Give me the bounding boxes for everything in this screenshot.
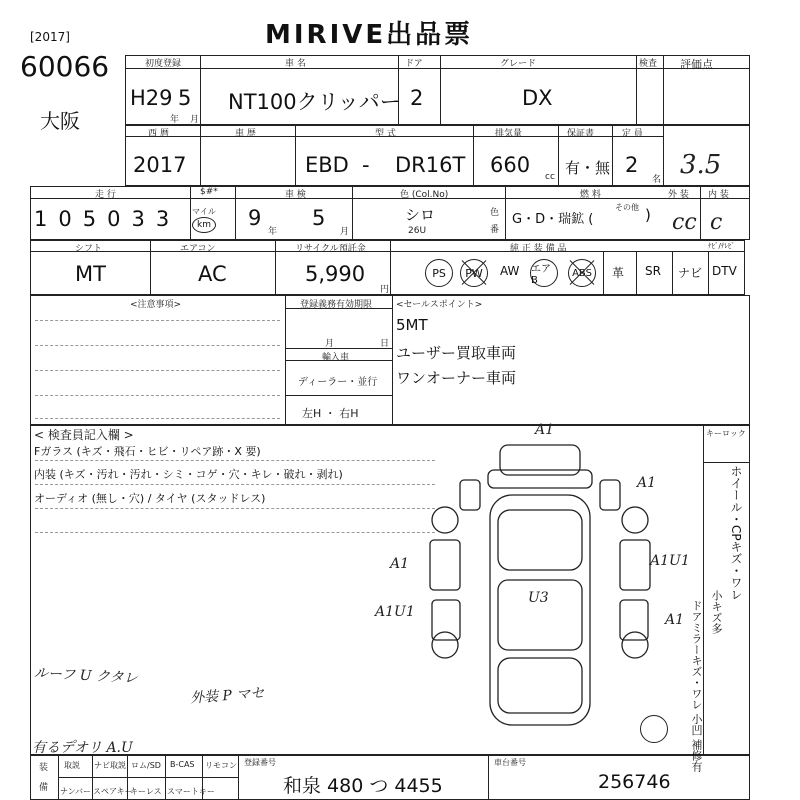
damage-a1u1-right: A1U1 (650, 553, 690, 569)
car-name-label: 車 名 (285, 59, 306, 69)
color-no: 26U (408, 226, 427, 236)
fuel-label: 燃 料 (580, 190, 601, 200)
dealer-value: ディーラー・並行 (298, 377, 378, 388)
color-value: シロ (405, 206, 436, 224)
displacement-value: 660 (490, 153, 531, 177)
chassis-label: 車 歴 (235, 129, 256, 139)
bottom-rom-sd: ロム/SD (131, 761, 161, 770)
door-value: 2 (410, 86, 424, 110)
warranty-value: 有・無 (565, 159, 611, 177)
shift-label: シフト (75, 244, 103, 254)
lot-number: 60066 (20, 50, 110, 83)
damage-a1-top: A1 (535, 422, 555, 438)
color-label: 色 (Col.No) (400, 190, 449, 200)
bottom-spare-key: スペアキー (93, 787, 133, 796)
equipment-aw: AW (500, 264, 520, 278)
reg-no-label: 登録番号 (244, 758, 276, 767)
grade-value: DX (522, 86, 553, 110)
nen-label: 年 (170, 115, 180, 125)
ban-label: 番 (490, 225, 500, 235)
inspector-label: < 検査員記入欄 > (34, 428, 134, 442)
roof-note: ルーフ U クタレ (33, 665, 139, 687)
damage-a1u1-left: A1U1 (375, 604, 415, 620)
equip-label: ABS (572, 267, 592, 279)
capacity-label: 定 員 (622, 129, 643, 139)
sales-point-1: 5MT (396, 316, 428, 334)
warranty-label: 保証書 (567, 129, 595, 139)
equipment-abs (568, 259, 596, 287)
handle-value: 左H ・ 右H (302, 407, 359, 420)
equipment-airbag (530, 259, 558, 287)
equip-label: エアB (531, 264, 551, 286)
first-reg-label: 初度登録 (145, 59, 182, 69)
model-b: DR16T (395, 153, 466, 177)
bottom-number: ナンバー (60, 787, 92, 796)
equipment-ps (425, 259, 453, 287)
interior-mark: c (710, 210, 723, 235)
rear-right-tire (622, 632, 648, 658)
model-dash: - (362, 153, 370, 177)
vertical-note-2: 小キズ多 (710, 590, 723, 634)
other-fuel-label: その他 (615, 203, 639, 212)
inspector-line-2: 内装 (キズ・汚れ・汚れ・シミ・コゲ・穴・キレ・破れ・剥れ) (34, 468, 343, 481)
nen-label: 年 (268, 227, 278, 237)
month-label: 月 (325, 339, 335, 349)
equip-label: PW (465, 266, 483, 280)
front-left-tire (432, 507, 458, 533)
model-a: EBD (305, 153, 349, 177)
equipment-leather: 革 (612, 266, 625, 280)
door-label: ドア (405, 59, 423, 69)
first-reg-month: 5 (178, 86, 192, 110)
vertical-note: ホイール・CPキズ・ワレ (729, 465, 743, 601)
bottom-smart-key: スマートキー (167, 787, 215, 796)
bottom-bcas: B-CAS (170, 760, 195, 769)
vertical-note-3: ドアミラーキズ・ワレ 小凹 補修有 (690, 600, 703, 772)
digit: 1 (34, 207, 59, 231)
exterior-label: 外 装 (668, 190, 689, 200)
car-body-outline (490, 495, 590, 725)
front-right-tire (622, 507, 648, 533)
frame-label: 車台番号 (494, 758, 526, 767)
key-lock-label: キーロック (706, 429, 746, 438)
equipment-sr: SR (645, 264, 661, 278)
grade-label: グレード (500, 59, 537, 69)
bottom-keyless: キーレス (130, 787, 162, 796)
equipment-dtv: DTV (712, 264, 737, 278)
reg-no-value: 和泉 480 つ 4455 (283, 775, 443, 797)
damage-u3-center: U3 (528, 590, 549, 606)
import-label: 輸入車 (322, 353, 350, 363)
evaluation-label: 評価点 (680, 58, 713, 71)
bottom-remote: リモコン (205, 761, 237, 770)
notes-label: <注意事項> (130, 300, 182, 310)
aircon-value: AC (198, 262, 227, 286)
digit: 5 (82, 207, 108, 231)
side-label-2: 備 (39, 783, 49, 793)
en-label: 円 (380, 285, 390, 295)
equipment-label: 純 正 装 備 品 (510, 244, 567, 254)
car-name-value: NT100クリッパー (228, 90, 401, 114)
digit: 3 (155, 207, 181, 231)
rear-left-tire (432, 632, 458, 658)
mile-label: マイル (192, 207, 216, 216)
fuel-value: G・D・瑞鉱 ( (512, 212, 594, 227)
mei-label: 名 (652, 175, 662, 185)
location: 大阪 (40, 109, 80, 133)
bottom-navi-manual: ナビ取説 (94, 761, 126, 770)
meter-label: $#* (200, 187, 218, 197)
navi-note-label: ﾅﾋﾞ/ﾃﾚﾋﾞ (708, 242, 735, 250)
reg-expiry-label: 登録義務有効期限 (300, 300, 373, 310)
inspector-line-1: Fガラス (キズ・飛石・ヒビ・リペア跡・X 要) (34, 445, 261, 458)
year-tag: [2017] (30, 30, 70, 44)
mileage-digits (34, 207, 180, 231)
km-circle (192, 217, 216, 233)
equip-label: PS (432, 266, 446, 280)
warning-note: 有るテ゚オリ A.U (32, 740, 133, 756)
sales-point-2: ユーザー買取車両 (396, 344, 517, 362)
capacity-value: 2 (625, 153, 639, 177)
km-label: km (197, 220, 211, 230)
equipment-pw (460, 259, 488, 287)
shaken-label: 車 検 (285, 190, 306, 200)
spare-tire-circle (640, 715, 668, 743)
damage-a1-left: A1 (390, 556, 410, 572)
score-value: 3.5 (680, 150, 722, 180)
shaken-year: 9 (248, 206, 262, 230)
recycle-label: リサイクル預託金 (295, 244, 366, 254)
shift-value: MT (75, 262, 106, 286)
repaint-note: 外装 P マセ (189, 685, 265, 707)
sheet-title: MIRIVE出品票 (265, 20, 474, 50)
mileage-label: 走 行 (95, 190, 116, 200)
cc-label: cc (545, 172, 555, 182)
iro-label: 色 (490, 208, 500, 218)
year-label: 西 暦 (148, 129, 169, 139)
tsuki-label: 月 (190, 115, 200, 125)
interior-label: 内 装 (708, 190, 729, 200)
recycle-value: 5,990 (305, 262, 366, 286)
equipment-navi: ナビ (678, 266, 703, 280)
aircon-label: エアコン (180, 244, 216, 254)
car-diagram (420, 430, 660, 730)
digit: 0 (107, 207, 132, 231)
digit: 0 (58, 207, 83, 231)
displacement-label: 排気量 (495, 129, 523, 139)
inspector-line-3: オーディオ (無し・穴) / タイヤ (スタッドレス) (34, 492, 266, 505)
digit: 3 (131, 207, 156, 231)
sales-point-label: <セールスポイント> (396, 300, 483, 310)
frame-no-value: 256746 (598, 771, 671, 793)
bottom-manual: 取説 (64, 761, 80, 770)
side-label-1: 装 (39, 763, 49, 773)
fuel-close: ) (645, 206, 651, 224)
damage-a1-right: A1 (665, 612, 685, 628)
shaken-month: 5 (312, 206, 326, 230)
model-label: 型 式 (375, 129, 396, 139)
day-label: 日 (380, 339, 390, 349)
exterior-mark: cc (672, 210, 697, 235)
sales-point-3: ワンオーナー車両 (396, 369, 517, 387)
damage-a1-upper-right: A1 (637, 475, 657, 491)
year-value: 2017 (133, 153, 187, 177)
inspection-label: 検査 (639, 59, 658, 69)
first-reg-era: H29 (130, 86, 173, 110)
tsuki-label: 月 (340, 227, 350, 237)
